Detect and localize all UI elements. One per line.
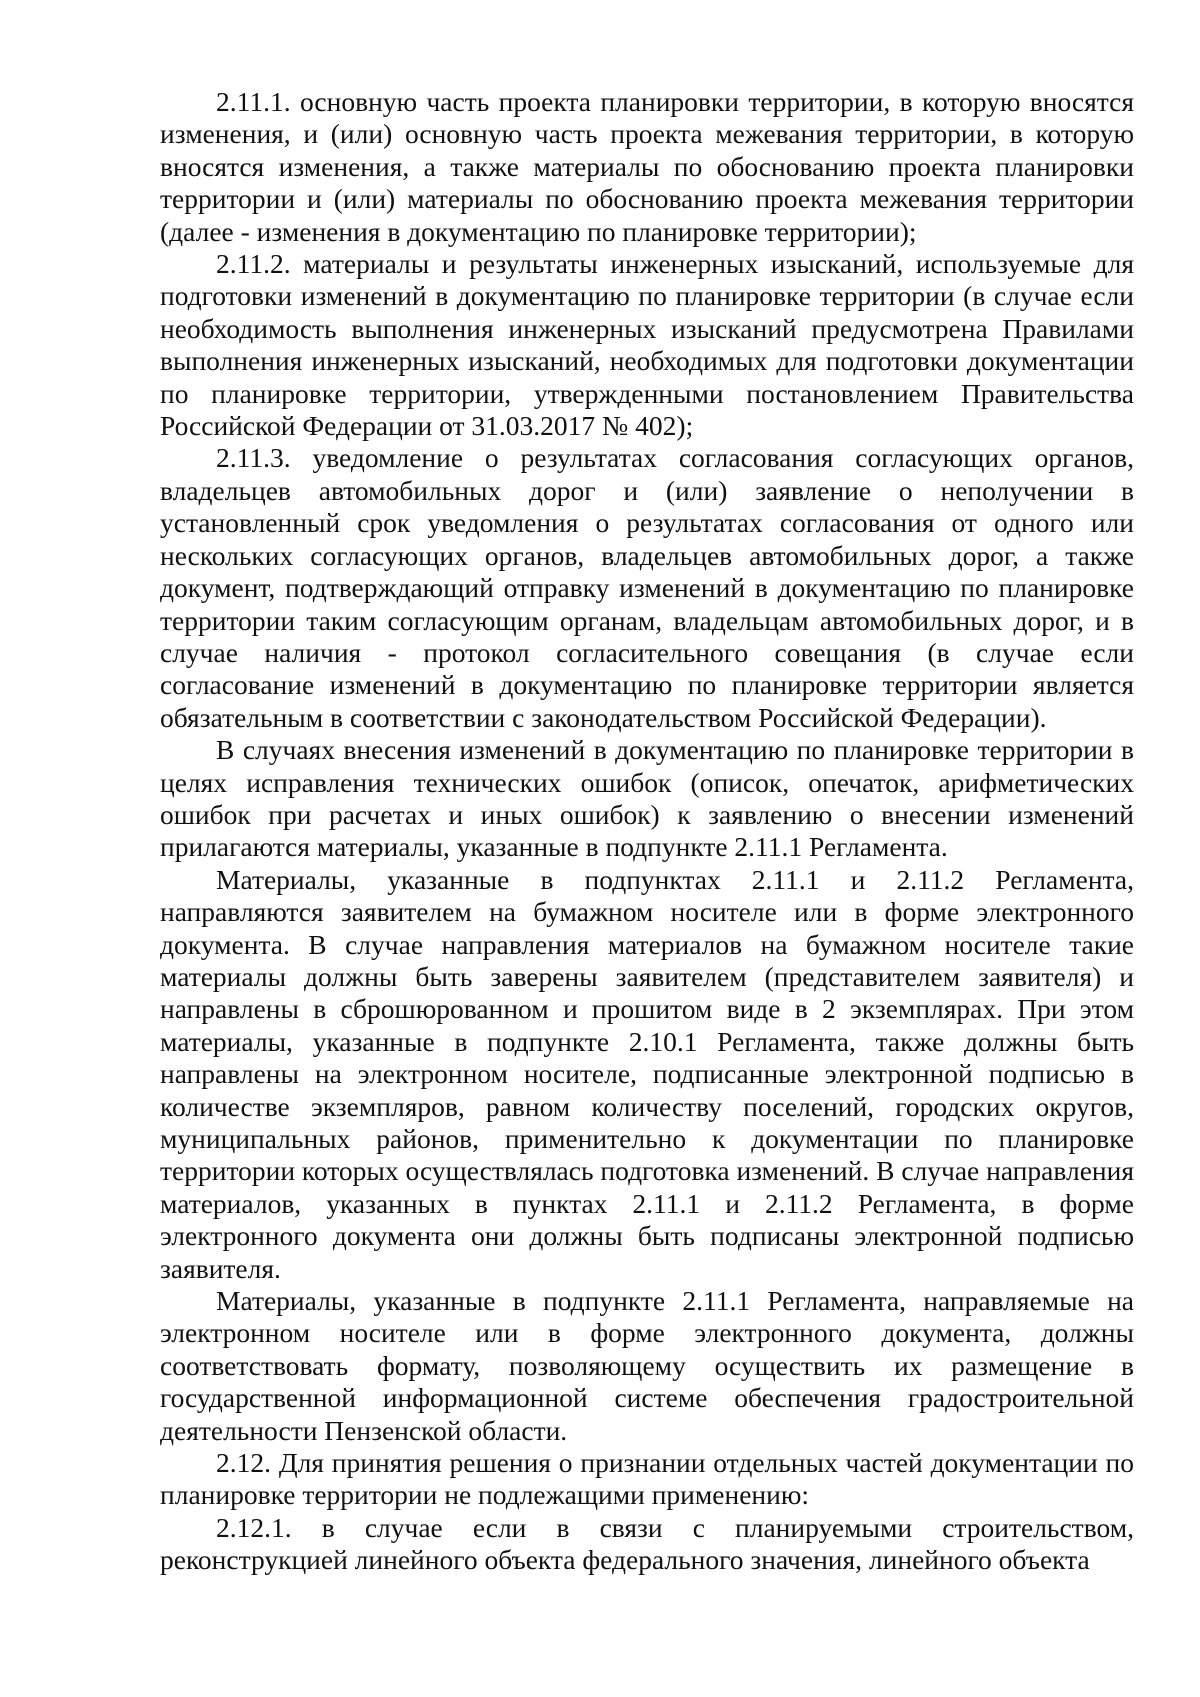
paragraph-technical-errors: В случаях внесения изменений в документацию по планировке территории в целях исправления технических ошибок (описок, опечаток, арифметических ошибок при расчетах и иных ошибок) к заявлению о внесении изменений прилагаются материалы, указанные в подпункте 2.11.1 Регламента.: [160, 734, 1134, 863]
document-body: [160, 86, 1134, 1577]
paragraph-materials-submission: Материалы, указанные в подпунктах 2.11.1 и 2.11.2 Регламента, направляются заявителем на бумажном носителе или в форме электронного документа. В случае направления материалов на бумажном носителе такие материалы должны быть заверены заявителем (представителем заявителя) и направлены в сброшюрованном и прошитом виде в 2 экземплярах. При этом материалы, указанные в подпункте 2.10.1 Регламента, также должны быть направлены на электронном носителе, подписанные электронной подписью в количестве экземпляров, равном количеству поселений, городских округов, муниципальных районов, применительно к документации по планировке территории которых осуществлялась подготовка изменений. В случае направления материалов, указанных в пунктах 2.11.1 и 2.11.2 Регламента, в форме электронного документа они должны быть подписаны электронной подписью заявителя.: [160, 863, 1134, 1284]
paragraph-materials-format: Материалы, указанные в подпункте 2.11.1 Регламента, направляемые на электронном носителе или в форме электронного документа, должны соответствовать формату, позволяющему осуществить их размещение в государственной информационной системе обеспечения градостроительной деятельности Пензенской области.: [160, 1285, 1134, 1446]
paragraph-2-11-2: 2.11.2. материалы и результаты инженерных изысканий, используемые для подготовки изменений в документацию по планировке территории (в случае если необходимость выполнения инженерных изысканий предусмотрена Правилами выполнения инженерных изысканий, необходимых для подготовки документации по планировке территории, утвержденными постановлением Правительства Российской Федерации от 31.03.2017 № 402);: [160, 248, 1134, 442]
paragraph-2-11-3: 2.11.3. уведомление о результатах согласования согласующих органов, владельцев автомобильных дорог и (или) заявление о неполучении в установленный срок уведомления о результатах согласования от одного или нескольких согласующих органов, владельцев автомобильных дорог, а также документ, подтверждающий отправку изменений в документацию по планировке территории таким согласующим органам, владельцам автомобильных дорог, и в случае наличия - протокол согласительного совещания (в случае если согласование изменений в документацию по планировке территории является обязательным в соответствии с законодательством Российской Федерации).: [160, 442, 1134, 733]
paragraph-2-12-1: 2.12.1. в случае если в связи с планируемыми строительством, реконструкцией линейного объекта федерального значения, линейного объекта: [160, 1511, 1134, 1576]
paragraph-2-12: 2.12. Для принятия решения о признании отдельных частей документации по планировке территории не подлежащими применению:: [160, 1447, 1134, 1511]
paragraph-2-11-1: 2.11.1. основную часть проекта планировки территории, в которую вносятся изменения, и (или) основную часть проекта межевания территории, в которую вносятся изменения, а также материалы по обоснованию проекта планировки территории и (или) материалы по обоснованию проекта межевания территории (далее - изменения в документацию по планировке территории);: [160, 86, 1134, 247]
